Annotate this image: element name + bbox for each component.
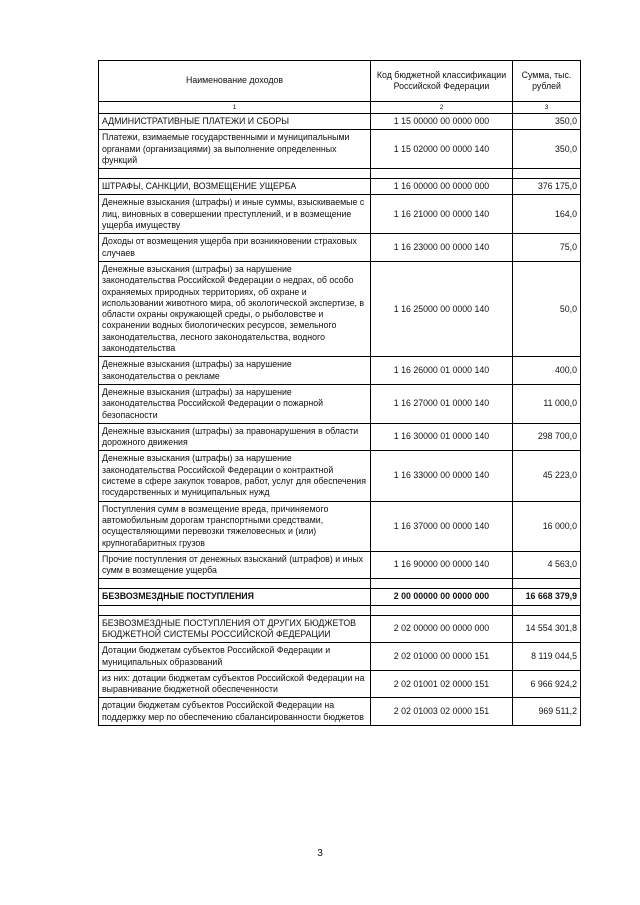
spacer-cell <box>99 605 371 615</box>
cell-code: 2 02 00000 00 0000 000 <box>371 615 513 643</box>
column-number-3: 3 <box>513 102 581 114</box>
cell-name: БЕЗВОЗМЕЗДНЫЕ ПОСТУПЛЕНИЯ <box>99 589 371 605</box>
spacer-cell <box>513 579 581 589</box>
table-row <box>99 234 581 262</box>
table-row <box>99 130 581 169</box>
cell-code: 1 16 30000 01 0000 140 <box>371 423 513 451</box>
spacer-cell <box>513 169 581 179</box>
cell-code: 2 00 00000 00 0000 000 <box>371 589 513 605</box>
cell-code: 1 16 90000 00 0000 140 <box>371 551 513 579</box>
table-row <box>99 551 581 579</box>
header-sum: Сумма, тыс. рублей <box>513 61 581 102</box>
cell-sum: 50,0 <box>513 261 581 356</box>
table-row <box>99 589 581 605</box>
cell-sum: 4 563,0 <box>513 551 581 579</box>
header-code: Код бюджетной классификации Российской Федерации <box>371 61 513 102</box>
cell-sum: 16 000,0 <box>513 501 581 551</box>
cell-name: дотации бюджетам субъектов Российской Федерации на поддержку мер по обеспечению сбалансированности бюджетов <box>99 698 371 726</box>
cell-name: Денежные взыскания (штрафы) и иные суммы, взыскиваемые с лиц, виновных в совершении преступлений, и в возмещение ущерба имуществу <box>99 195 371 234</box>
spacer-row <box>99 605 581 615</box>
cell-code: 1 15 00000 00 0000 000 <box>371 114 513 130</box>
cell-sum: 376 175,0 <box>513 179 581 195</box>
table-row <box>99 114 581 130</box>
cell-sum: 164,0 <box>513 195 581 234</box>
cell-name: из них: дотации бюджетам субъектов Российской Федерации на выравнивание бюджетной обеспеченности <box>99 670 371 698</box>
table-body <box>99 61 581 726</box>
table-row <box>99 423 581 451</box>
cell-name: Доходы от возмещения ущерба при возникновении страховых случаев <box>99 234 371 262</box>
spacer-cell <box>371 605 513 615</box>
cell-code: 1 16 26000 01 0000 140 <box>371 357 513 385</box>
cell-sum: 350,0 <box>513 114 581 130</box>
table-row <box>99 670 581 698</box>
cell-sum: 969 511,2 <box>513 698 581 726</box>
cell-sum: 14 554 301,8 <box>513 615 581 643</box>
cell-code: 1 16 25000 00 0000 140 <box>371 261 513 356</box>
table-row <box>99 698 581 726</box>
cell-sum: 298 700,0 <box>513 423 581 451</box>
column-numbers-row <box>99 102 581 114</box>
cell-name: Прочие поступления от денежных взысканий (штрафов) и иных сумм в возмещение ущерба <box>99 551 371 579</box>
spacer-cell <box>371 169 513 179</box>
column-number-1: 1 <box>99 102 371 114</box>
cell-code: 1 16 21000 00 0000 140 <box>371 195 513 234</box>
spacer-cell <box>513 605 581 615</box>
cell-code: 1 16 37000 00 0000 140 <box>371 501 513 551</box>
table-row <box>99 195 581 234</box>
cell-code: 1 15 02000 00 0000 140 <box>371 130 513 169</box>
cell-sum: 16 668 379,9 <box>513 589 581 605</box>
cell-code: 1 16 27000 01 0000 140 <box>371 384 513 423</box>
cell-sum: 11 000,0 <box>513 384 581 423</box>
table-row <box>99 643 581 671</box>
page-number: 3 <box>317 848 323 859</box>
cell-name: Поступления сумм в возмещение вреда, причиняемого автомобильным дорогам транспортными средствами, осуществляющими перевозки тяжеловесных и (или) крупногабаритных грузов <box>99 501 371 551</box>
table-row <box>99 384 581 423</box>
header-name: Наименование доходов <box>99 61 371 102</box>
spacer-cell <box>99 169 371 179</box>
cell-sum: 8 119 044,5 <box>513 643 581 671</box>
cell-name: Денежные взыскания (штрафы) за нарушение законодательства Российской Федерации о пожарной безопасности <box>99 384 371 423</box>
cell-name: БЕЗВОЗМЕЗДНЫЕ ПОСТУПЛЕНИЯ ОТ ДРУГИХ БЮДЖЕТОВ БЮДЖЕТНОЙ СИСТЕМЫ РОССИЙСКОЙ ФЕДЕРАЦИИ <box>99 615 371 643</box>
cell-code: 1 16 00000 00 0000 000 <box>371 179 513 195</box>
table-row <box>99 501 581 551</box>
table-row <box>99 179 581 195</box>
cell-name: Денежные взыскания (штрафы) за нарушение законодательства Российской Федерации о контрактной системе в сфере закупок товаров, работ, услуг для обеспечения государственных и муниципальных нужд <box>99 451 371 501</box>
cell-code: 2 02 01000 00 0000 151 <box>371 643 513 671</box>
cell-code: 2 02 01003 02 0000 151 <box>371 698 513 726</box>
revenue-table <box>98 60 581 726</box>
spacer-cell <box>99 579 371 589</box>
cell-name: Денежные взыскания (штрафы) за правонарушения в области дорожного движения <box>99 423 371 451</box>
cell-code: 1 16 33000 00 0000 140 <box>371 451 513 501</box>
table-row <box>99 261 581 356</box>
cell-sum: 350,0 <box>513 130 581 169</box>
cell-name: Денежные взыскания (штрафы) за нарушение законодательства о рекламе <box>99 357 371 385</box>
cell-sum: 45 223,0 <box>513 451 581 501</box>
cell-sum: 6 966 924,2 <box>513 670 581 698</box>
cell-sum: 75,0 <box>513 234 581 262</box>
cell-code: 1 16 23000 00 0000 140 <box>371 234 513 262</box>
cell-name: Платежи, взимаемые государственными и муниципальными органами (организациями) за выполнение определенных функций <box>99 130 371 169</box>
cell-name: Денежные взыскания (штрафы) за нарушение законодательства Российской Федерации о недрах, об особо охраняемых природных территориях, об охране и использовании животного мира, об экологической экспертизе, в области охраны окружающей среды, о рыболовстве и сохранении водных биологических ресурсов, земельного законодательства, лесного законодательства, водного законодательства <box>99 261 371 356</box>
cell-code: 2 02 01001 02 0000 151 <box>371 670 513 698</box>
column-number-2: 2 <box>371 102 513 114</box>
table-row <box>99 451 581 501</box>
table-row <box>99 357 581 385</box>
table-row <box>99 615 581 643</box>
spacer-cell <box>371 579 513 589</box>
cell-name: Дотации бюджетам субъектов Российской Федерации и муниципальных образований <box>99 643 371 671</box>
spacer-row <box>99 579 581 589</box>
cell-name: АДМИНИСТРАТИВНЫЕ ПЛАТЕЖИ И СБОРЫ <box>99 114 371 130</box>
cell-name: ШТРАФЫ, САНКЦИИ, ВОЗМЕЩЕНИЕ УЩЕРБА <box>99 179 371 195</box>
cell-sum: 400,0 <box>513 357 581 385</box>
header-row <box>99 61 581 102</box>
spacer-row <box>99 169 581 179</box>
